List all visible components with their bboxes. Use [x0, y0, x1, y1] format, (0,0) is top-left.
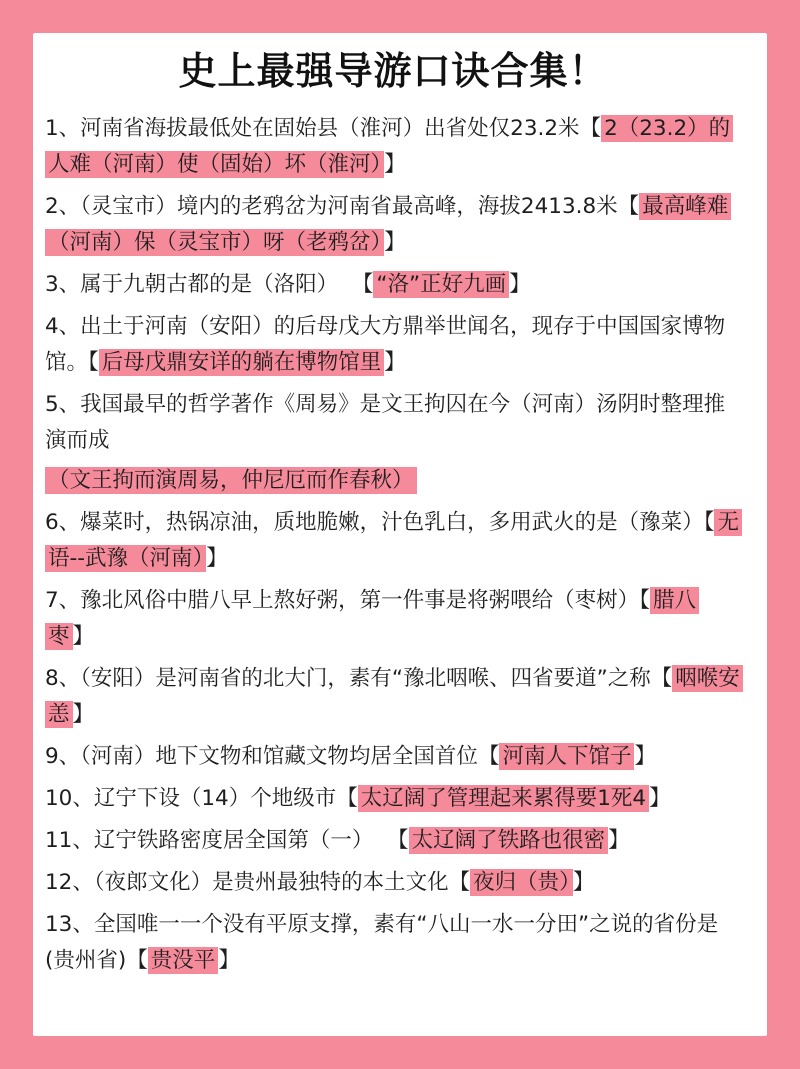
- bracket-open: 【: [88, 350, 99, 375]
- bracket-close: 】: [218, 948, 240, 973]
- mnemonic-highlight: 贵没平: [148, 947, 219, 974]
- list-item: [45, 309, 741, 381]
- bracket-open: 【: [639, 588, 650, 613]
- mnemonic-highlight: 无语--武豫（河南）: [45, 509, 742, 572]
- list-item: [45, 189, 741, 261]
- item-text: 13、全国唯一一个没有平原支撑，素有“八山一水一分田”之说的省份是(贵州省): [45, 912, 719, 973]
- bracket-close: 】: [509, 272, 531, 297]
- list-item: [45, 583, 741, 655]
- bracket-open: 【: [126, 948, 148, 973]
- list-item: [45, 865, 741, 901]
- mnemonic-highlight: 咽喉安恙: [45, 665, 743, 728]
- mnemonic-highlight: （文王拘而演周易，仲尼厄而作春秋）: [45, 467, 417, 494]
- bracket-open: 【: [579, 116, 602, 141]
- list-item: [45, 739, 741, 775]
- mnemonic-highlight: 腊八枣: [45, 587, 699, 650]
- list-item: [45, 661, 741, 733]
- item-text: 12、（夜郎文化）是贵州最独特的本土文化: [45, 870, 449, 895]
- item-text: 11、辽宁铁路密度居全国第（一）: [45, 828, 374, 853]
- list-item: [45, 387, 741, 499]
- bracket-close: 】: [72, 702, 95, 727]
- list-item: [45, 781, 741, 817]
- bracket-close: 】: [384, 230, 406, 255]
- item-text: 5、我国最早的哲学著作《周易》是文王拘囚在今（河南）汤阴时整理推演而成: [45, 392, 726, 453]
- mnemonic-highlight: 河南人下馆子: [499, 743, 634, 770]
- content-card: [33, 33, 767, 1036]
- item-text: 10、辽宁下设（14）个地级市: [45, 786, 337, 811]
- bracket-close: 】: [384, 350, 406, 375]
- bracket-open: 【: [448, 870, 471, 895]
- bracket-close: 】: [649, 786, 671, 811]
- mnemonic-highlight: 最高峰难（河南）保（灵宝市）呀（老鸦岔）: [45, 193, 731, 256]
- mnemonic-highlight: 夜归（贵）: [470, 869, 573, 896]
- item-text: 9、（河南）地下文物和馆藏文物均居全国首位: [45, 744, 478, 769]
- list-item: [45, 907, 741, 979]
- bracket-close: 】: [608, 828, 630, 853]
- page-title: 史上最强导游口诀合集！: [178, 49, 608, 93]
- bracket-open: 【: [387, 828, 409, 853]
- list-item: [45, 505, 741, 577]
- bracket-open: 【: [617, 194, 640, 219]
- item-text: 4、出土于河南（安阳）的后母戊大方鼎举世闻名，现存于中国国家博物馆。: [45, 314, 726, 375]
- bracket-open: 【: [351, 272, 374, 297]
- item-text: 1、河南省海拔最低处在固始县（淮河）出省处仅23.2米: [45, 116, 580, 141]
- item-text: 6、爆菜时，热锅凉油，质地脆嫩，汁色乳白，多用武火的是（豫菜）: [45, 510, 704, 535]
- list-item: [45, 267, 741, 303]
- mnemonic-highlight: 太辽阔了铁路也很密: [409, 827, 609, 854]
- list-item: [45, 111, 741, 183]
- bracket-close: 】: [384, 152, 406, 177]
- mnemonic-highlight: 2（23.2）的人难（河南）使（固始）坏（淮河）: [45, 115, 733, 178]
- bracket-close: 】: [206, 546, 228, 571]
- bracket-open: 【: [336, 786, 358, 811]
- item-text: 3、属于九朝古都的是（洛阳）: [45, 272, 339, 297]
- mnemonic-highlight: 太辽阔了管理起来累得要1死4: [358, 785, 649, 812]
- item-text: 8、（安阳）是河南省的北大门，素有“豫北咽喉、四省要道”之称: [45, 666, 651, 691]
- bracket-open: 【: [703, 510, 715, 535]
- mnemonic-highlight: “洛”正好九画: [373, 271, 509, 298]
- bracket-close: 】: [72, 624, 95, 649]
- item-text: 2、（灵宝市）境内的老鸦岔为河南省最高峰，海拔2413.8米: [45, 194, 618, 219]
- bracket-open: 【: [477, 744, 500, 769]
- list-item: [45, 823, 741, 859]
- item-text: 7、豫北风俗中腊八早上熬好粥，第一件事是将粥喂给（枣树）: [45, 588, 640, 613]
- mnemonic-highlight: 后母戊鼎安详的躺在博物馆里: [99, 349, 385, 376]
- bracket-open: 【: [650, 666, 673, 691]
- bracket-close: 】: [572, 870, 595, 895]
- bracket-close: 】: [634, 744, 656, 769]
